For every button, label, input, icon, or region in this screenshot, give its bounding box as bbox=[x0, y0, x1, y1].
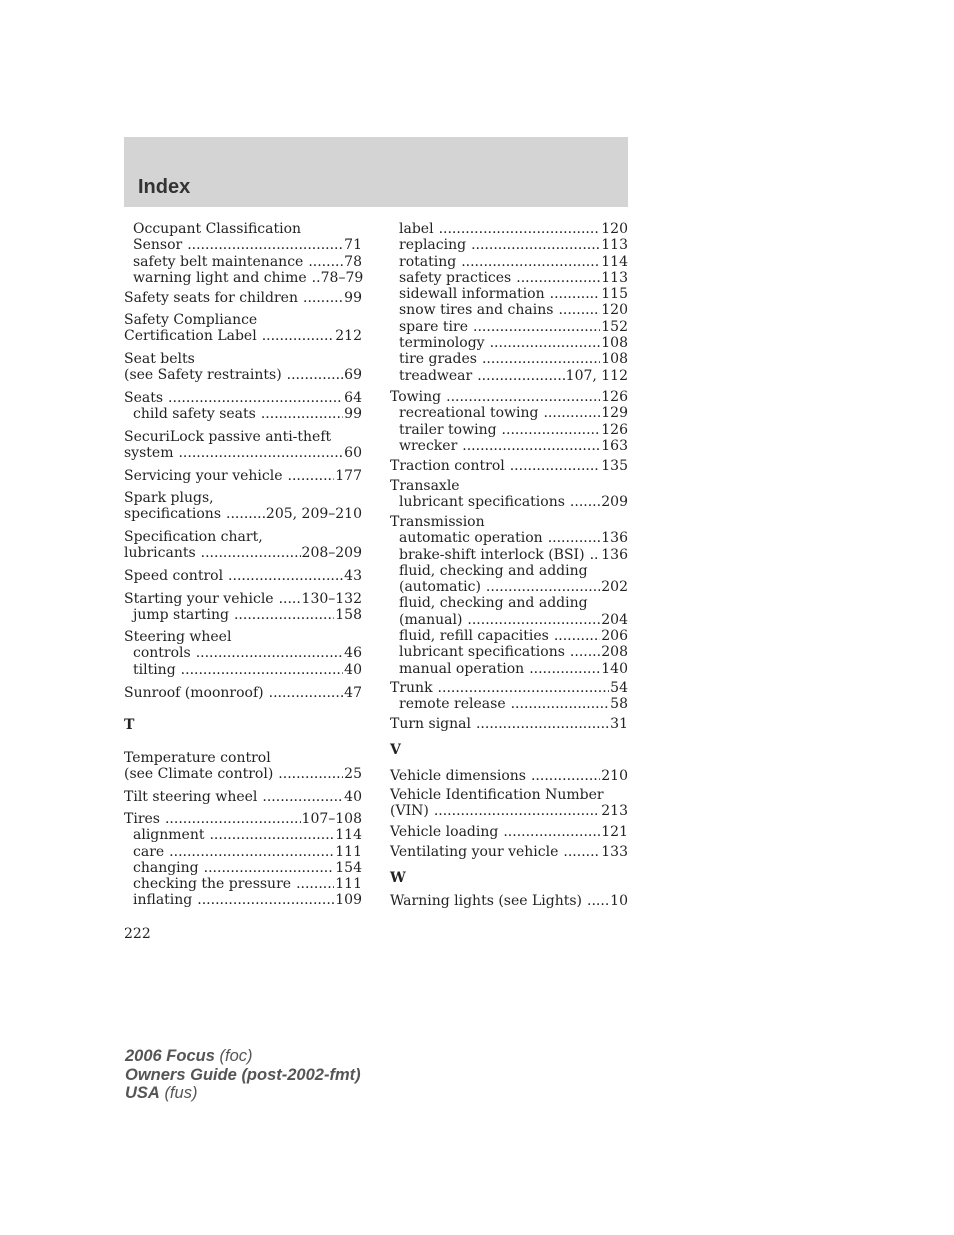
index-entry-line bbox=[124, 445, 362, 461]
entry-text: care bbox=[133, 843, 165, 860]
page-title: Index bbox=[138, 176, 191, 198]
page-reference: 208 bbox=[601, 644, 628, 661]
index-subentry-line bbox=[124, 406, 362, 422]
entry-text: fluid, checking and adding bbox=[399, 562, 588, 579]
dot-leader bbox=[434, 803, 600, 819]
index-entry-line bbox=[124, 545, 362, 561]
entry-text: warning light and chime bbox=[133, 269, 307, 286]
page-reference: 177 bbox=[335, 468, 362, 484]
index-entry-line bbox=[390, 478, 628, 494]
dot-leader bbox=[510, 458, 601, 474]
index-subentry-line bbox=[390, 302, 628, 318]
index-entry-line bbox=[124, 789, 362, 805]
dot-leader bbox=[312, 270, 320, 286]
dot-leader bbox=[476, 716, 609, 732]
page-reference: 113 bbox=[601, 237, 628, 254]
page-reference: 107, 112 bbox=[565, 367, 628, 384]
entry-text: Tilt steering wheel bbox=[124, 789, 258, 805]
document-footer bbox=[125, 1047, 361, 1103]
page-reference: 99 bbox=[344, 290, 362, 306]
index-subentry-line bbox=[124, 844, 362, 860]
index-subentry-line bbox=[390, 405, 628, 421]
page-reference: 69 bbox=[344, 367, 362, 384]
entry-text: controls bbox=[133, 645, 191, 662]
dot-leader bbox=[234, 607, 334, 623]
entry-text: Sensor bbox=[133, 237, 183, 254]
page-reference: 133 bbox=[601, 844, 628, 860]
dot-leader bbox=[269, 685, 344, 701]
page-reference: 64 bbox=[344, 390, 362, 406]
dot-leader bbox=[550, 286, 601, 302]
entry-text: alignment bbox=[133, 827, 205, 844]
index-entry bbox=[124, 290, 362, 306]
index-entry-line bbox=[124, 685, 362, 701]
entry-text: Certification Label bbox=[124, 328, 257, 345]
entry-text: automatic operation bbox=[399, 530, 543, 547]
index-subentry-line bbox=[390, 661, 628, 677]
entry-text: Turn signal bbox=[390, 716, 471, 732]
page-reference: 78–79 bbox=[320, 269, 364, 286]
entry-text: Trunk bbox=[390, 680, 433, 696]
index-subentry-line bbox=[390, 237, 628, 253]
index-entry bbox=[390, 787, 628, 820]
dot-leader bbox=[529, 661, 600, 677]
page-reference: 115 bbox=[601, 286, 628, 303]
index-entry-line bbox=[124, 468, 362, 484]
index-entry bbox=[124, 221, 362, 286]
dot-leader bbox=[446, 389, 600, 405]
dot-leader bbox=[308, 254, 343, 270]
footer-model: 2006 Focus bbox=[125, 1047, 215, 1065]
index-entry bbox=[124, 750, 362, 783]
dot-leader bbox=[558, 302, 600, 318]
index-entry-line bbox=[124, 766, 362, 782]
dot-leader bbox=[531, 768, 600, 784]
page-reference: 130–132 bbox=[301, 591, 362, 607]
entry-text: child safety seats bbox=[133, 406, 256, 423]
index-entry-line bbox=[124, 568, 362, 584]
index-entry bbox=[390, 389, 628, 454]
page-reference: 140 bbox=[601, 660, 628, 677]
index-entry bbox=[124, 351, 362, 384]
index-subentry-line bbox=[124, 860, 362, 876]
page-reference: 10 bbox=[610, 893, 628, 909]
index-entry-line bbox=[124, 811, 362, 827]
index-entry bbox=[390, 768, 628, 784]
index-entry bbox=[124, 685, 362, 701]
index-entry-line bbox=[390, 844, 628, 860]
dot-leader bbox=[288, 468, 335, 484]
page-reference: 114 bbox=[335, 827, 362, 844]
page-reference: 40 bbox=[344, 661, 362, 678]
dot-leader bbox=[502, 422, 601, 438]
dot-leader bbox=[201, 545, 301, 561]
index-entry-line bbox=[124, 351, 362, 367]
entry-text: Specification chart, bbox=[124, 529, 263, 545]
dot-leader bbox=[262, 328, 335, 344]
index-entry-line bbox=[390, 803, 628, 819]
page-reference: 163 bbox=[601, 437, 628, 454]
entry-text: system bbox=[124, 445, 174, 462]
page-reference: 60 bbox=[344, 445, 362, 462]
entry-text: Temperature control bbox=[124, 750, 271, 766]
page-reference: 126 bbox=[601, 421, 628, 438]
entry-text: safety practices bbox=[399, 269, 512, 286]
index-entry-line bbox=[124, 506, 362, 522]
dot-leader bbox=[261, 406, 343, 422]
entry-text: Sunroof (moonroof) bbox=[124, 685, 264, 701]
index-subentry-line bbox=[124, 254, 362, 270]
entry-text: brake-shift interlock (BSI) bbox=[399, 546, 585, 563]
page-reference: 210 bbox=[601, 768, 628, 784]
dot-leader bbox=[226, 506, 265, 522]
entry-text: Ventilating your vehicle bbox=[390, 844, 559, 860]
index-entry-line bbox=[390, 893, 628, 909]
dot-leader bbox=[471, 237, 600, 253]
entry-text: (see Safety restraints) bbox=[124, 367, 282, 384]
dot-leader bbox=[197, 892, 334, 908]
entry-text: inflating bbox=[133, 892, 193, 909]
entry-text: Towing bbox=[390, 389, 442, 405]
entry-text: Speed control bbox=[124, 568, 224, 584]
entry-text: lubricant specifications bbox=[399, 644, 565, 661]
dot-leader bbox=[168, 390, 343, 406]
index-entry bbox=[124, 390, 362, 423]
page-reference: 40 bbox=[344, 789, 362, 805]
entry-text: Seat belts bbox=[124, 351, 195, 367]
index-entry bbox=[390, 824, 628, 840]
dot-leader bbox=[490, 335, 601, 351]
page-reference: 107–108 bbox=[301, 811, 362, 827]
entry-text: Vehicle Identification Number bbox=[390, 787, 604, 803]
page-reference: 212 bbox=[335, 328, 362, 345]
page-reference: 43 bbox=[344, 568, 362, 584]
page-reference: 31 bbox=[610, 716, 628, 732]
index-subentry-line bbox=[390, 438, 628, 454]
page-reference: 111 bbox=[335, 843, 362, 860]
dot-leader bbox=[209, 827, 334, 843]
index-subentry-line bbox=[124, 876, 362, 892]
dot-leader bbox=[278, 766, 343, 782]
dot-leader bbox=[169, 844, 334, 860]
dot-leader bbox=[486, 579, 600, 595]
page-reference: 154 bbox=[335, 859, 362, 876]
index-entry-line bbox=[390, 514, 628, 530]
dot-leader bbox=[590, 547, 601, 563]
index-entry-line bbox=[124, 750, 362, 766]
entry-text: label bbox=[399, 221, 434, 237]
entry-text: Seats bbox=[124, 390, 164, 406]
index-entry bbox=[124, 789, 362, 805]
index-entry bbox=[124, 629, 362, 678]
entry-text: (see Climate control) bbox=[124, 766, 274, 783]
dot-leader bbox=[570, 494, 600, 510]
section-letter: T bbox=[124, 717, 135, 733]
entry-text: recreational towing bbox=[399, 405, 539, 422]
index-subentry-line bbox=[124, 827, 362, 843]
index-subentry-line bbox=[124, 662, 362, 678]
page-reference: 54 bbox=[610, 680, 628, 696]
index-subentry-line bbox=[124, 270, 362, 286]
page-reference: 108 bbox=[601, 351, 628, 368]
entry-text: Warning lights (see Lights) bbox=[390, 893, 583, 909]
index-subentry-line bbox=[390, 579, 628, 595]
page-reference: 205, 209–210 bbox=[265, 506, 362, 523]
index-subentry-line bbox=[390, 368, 628, 384]
entry-text: changing bbox=[133, 859, 199, 876]
dot-leader bbox=[196, 645, 343, 661]
dot-leader bbox=[279, 591, 301, 607]
entry-text: jump starting bbox=[133, 607, 229, 624]
header-band bbox=[124, 137, 628, 207]
page-reference: 47 bbox=[344, 685, 362, 701]
index-entry-line bbox=[390, 458, 628, 474]
page-reference: 213 bbox=[601, 803, 628, 820]
dot-leader bbox=[511, 696, 610, 712]
section-letter: V bbox=[390, 742, 401, 758]
index-subentry-line bbox=[390, 254, 628, 270]
index-entry bbox=[390, 514, 628, 677]
entry-text: (VIN) bbox=[390, 803, 429, 820]
index-subentry-line bbox=[124, 892, 362, 908]
index-entry-line bbox=[390, 389, 628, 405]
index-entry bbox=[124, 490, 362, 523]
page-reference: 58 bbox=[610, 696, 628, 713]
entry-text: fluid, refill capacities bbox=[399, 628, 549, 645]
page-reference: 99 bbox=[344, 406, 362, 423]
page-reference: 108 bbox=[601, 335, 628, 352]
section-letter: W bbox=[390, 870, 406, 886]
dot-leader bbox=[439, 221, 601, 237]
page-reference: 136 bbox=[601, 546, 628, 563]
index-entry-line bbox=[390, 716, 628, 732]
footer-line-market bbox=[125, 1084, 361, 1103]
index-entry-line bbox=[124, 490, 362, 506]
index-subentry-line bbox=[390, 644, 628, 660]
footer-market: USA bbox=[125, 1084, 160, 1102]
index-entry-line bbox=[390, 824, 628, 840]
index-subentry-line bbox=[390, 270, 628, 286]
page-reference: 209 bbox=[601, 494, 628, 511]
page-reference: 120 bbox=[601, 302, 628, 319]
entry-text: Vehicle dimensions bbox=[390, 768, 526, 784]
index-subentry-line bbox=[390, 319, 628, 335]
entry-text: lubricant specifications bbox=[399, 494, 565, 511]
index-entry-line bbox=[390, 787, 628, 803]
index-entry-line bbox=[124, 290, 362, 306]
entry-text: safety belt maintenance bbox=[133, 253, 304, 270]
page-reference: 71 bbox=[344, 237, 362, 254]
index-entry bbox=[124, 591, 362, 624]
entry-text: Transaxle bbox=[390, 478, 460, 494]
page-reference: 129 bbox=[601, 405, 628, 422]
dot-leader bbox=[587, 893, 609, 909]
dot-leader bbox=[181, 662, 344, 678]
footer-line-guide bbox=[125, 1066, 361, 1085]
index-entry-line bbox=[124, 390, 362, 406]
dot-leader bbox=[438, 680, 610, 696]
index-entry-line bbox=[390, 768, 628, 784]
index-entry bbox=[390, 844, 628, 860]
dot-leader bbox=[543, 405, 600, 421]
entry-text: terminology bbox=[399, 335, 485, 352]
index-subentry-line bbox=[390, 530, 628, 546]
entry-text: checking the pressure bbox=[133, 876, 292, 893]
index-entry bbox=[124, 468, 362, 484]
index-subentry-line bbox=[390, 221, 628, 237]
index-subentry-line bbox=[390, 494, 628, 510]
index-subentry-line bbox=[390, 595, 628, 611]
entry-text: tire grades bbox=[399, 351, 477, 368]
page-reference: 121 bbox=[601, 824, 628, 840]
page-reference: 113 bbox=[601, 269, 628, 286]
entry-text: remote release bbox=[399, 696, 506, 713]
index-entry bbox=[390, 893, 628, 909]
page-reference: 202 bbox=[601, 579, 628, 596]
index-subentry-line bbox=[124, 645, 362, 661]
dot-leader bbox=[287, 367, 344, 383]
page-reference: 208–209 bbox=[301, 545, 362, 562]
entry-text: SecuriLock passive anti-theft bbox=[124, 429, 332, 445]
index-entry-line bbox=[124, 312, 362, 328]
index-entry bbox=[124, 429, 362, 462]
index-entry-line bbox=[124, 328, 362, 344]
index-subentry-line bbox=[124, 221, 362, 237]
footer-model-code: (foc) bbox=[219, 1047, 253, 1065]
index-subentry-line bbox=[390, 335, 628, 351]
dot-leader bbox=[187, 237, 343, 253]
entry-text: sidewall information bbox=[399, 286, 545, 303]
page-reference: 114 bbox=[601, 253, 628, 270]
page-reference: 78 bbox=[344, 253, 362, 270]
index-subentry-line bbox=[124, 607, 362, 623]
index-entry bbox=[124, 568, 362, 584]
index-subentry-line bbox=[390, 612, 628, 628]
entry-text: Safety seats for children bbox=[124, 290, 298, 306]
dot-leader bbox=[516, 270, 600, 286]
dot-leader bbox=[303, 290, 343, 306]
entry-text: Spark plugs, bbox=[124, 490, 214, 506]
dot-leader bbox=[178, 445, 343, 461]
entry-text: Safety Compliance bbox=[124, 312, 258, 328]
dot-leader bbox=[473, 319, 600, 335]
entry-text: Steering wheel bbox=[124, 629, 232, 645]
dot-leader bbox=[570, 644, 600, 660]
entry-text: Vehicle loading bbox=[390, 824, 499, 840]
index-entry-line bbox=[124, 429, 362, 445]
entry-text: snow tires and chains bbox=[399, 302, 554, 319]
dot-leader bbox=[462, 438, 600, 454]
dot-leader bbox=[461, 254, 600, 270]
entry-text: spare tire bbox=[399, 318, 469, 335]
index-entry bbox=[390, 221, 628, 384]
dot-leader bbox=[482, 351, 600, 367]
entry-text: lubricants bbox=[124, 545, 196, 562]
entry-text: Traction control bbox=[390, 458, 505, 474]
page-reference: 109 bbox=[335, 892, 362, 909]
entry-text: fluid, checking and adding bbox=[399, 595, 588, 612]
entry-text: rotating bbox=[399, 253, 457, 270]
page-reference: 135 bbox=[601, 458, 628, 474]
dot-leader bbox=[467, 612, 600, 628]
index-subentry-line bbox=[390, 563, 628, 579]
entry-text: replacing bbox=[399, 237, 467, 254]
entry-text: Starting your vehicle bbox=[124, 591, 274, 607]
entry-text: (manual) bbox=[399, 611, 463, 628]
footer-guide: Owners Guide (post-2002-fmt) bbox=[125, 1065, 361, 1084]
entry-text: Transmission bbox=[390, 514, 485, 530]
dot-leader bbox=[296, 876, 334, 892]
page-reference: 46 bbox=[344, 645, 362, 662]
index-entry bbox=[124, 529, 362, 562]
dot-leader bbox=[477, 368, 564, 384]
entry-text: manual operation bbox=[399, 660, 525, 677]
index-subentry-line bbox=[390, 547, 628, 563]
index-entry-line bbox=[124, 629, 362, 645]
page-reference: 204 bbox=[601, 611, 628, 628]
page-reference: 206 bbox=[601, 628, 628, 645]
page-reference: 120 bbox=[601, 221, 628, 237]
index-entry bbox=[390, 458, 628, 474]
index-entry-line bbox=[124, 367, 362, 383]
dot-leader bbox=[548, 530, 601, 546]
dot-leader bbox=[554, 628, 600, 644]
dot-leader bbox=[228, 568, 343, 584]
dot-leader bbox=[262, 789, 343, 805]
index-subentry-line bbox=[390, 286, 628, 302]
index-subentry-line bbox=[124, 237, 362, 253]
index-entry bbox=[124, 811, 362, 909]
page-reference: 136 bbox=[601, 530, 628, 547]
entry-text: treadwear bbox=[399, 367, 473, 384]
index-subentry-line bbox=[390, 696, 628, 712]
entry-text: trailer towing bbox=[399, 421, 497, 438]
footer-market-code: (fus) bbox=[164, 1084, 198, 1102]
entry-text: Occupant Classification bbox=[133, 221, 302, 237]
index-entry-line bbox=[390, 680, 628, 696]
dot-leader bbox=[503, 824, 600, 840]
index-entry bbox=[124, 312, 362, 345]
index-subentry-line bbox=[390, 351, 628, 367]
index-entry-line bbox=[124, 529, 362, 545]
page-reference: 25 bbox=[344, 766, 362, 783]
index-entry bbox=[390, 716, 628, 732]
index-entry-line bbox=[124, 591, 362, 607]
entry-text: (automatic) bbox=[399, 579, 481, 596]
entry-text: tilting bbox=[133, 661, 176, 678]
entry-text: specifications bbox=[124, 506, 222, 523]
dot-leader bbox=[165, 811, 301, 827]
index-entry bbox=[390, 680, 628, 713]
index-subentry-line bbox=[390, 422, 628, 438]
index-entry bbox=[390, 478, 628, 511]
dot-leader bbox=[563, 844, 600, 860]
page-reference: 158 bbox=[335, 607, 362, 624]
entry-text: Servicing your vehicle bbox=[124, 468, 283, 484]
page-reference: 126 bbox=[601, 389, 628, 405]
page-number: 222 bbox=[124, 926, 151, 942]
dot-leader bbox=[204, 860, 335, 876]
entry-text: Tires bbox=[124, 811, 160, 827]
footer-line-model bbox=[125, 1047, 361, 1066]
page-reference: 152 bbox=[601, 318, 628, 335]
page-reference: 111 bbox=[335, 876, 362, 893]
entry-text: wrecker bbox=[399, 437, 458, 454]
index-subentry-line bbox=[390, 628, 628, 644]
